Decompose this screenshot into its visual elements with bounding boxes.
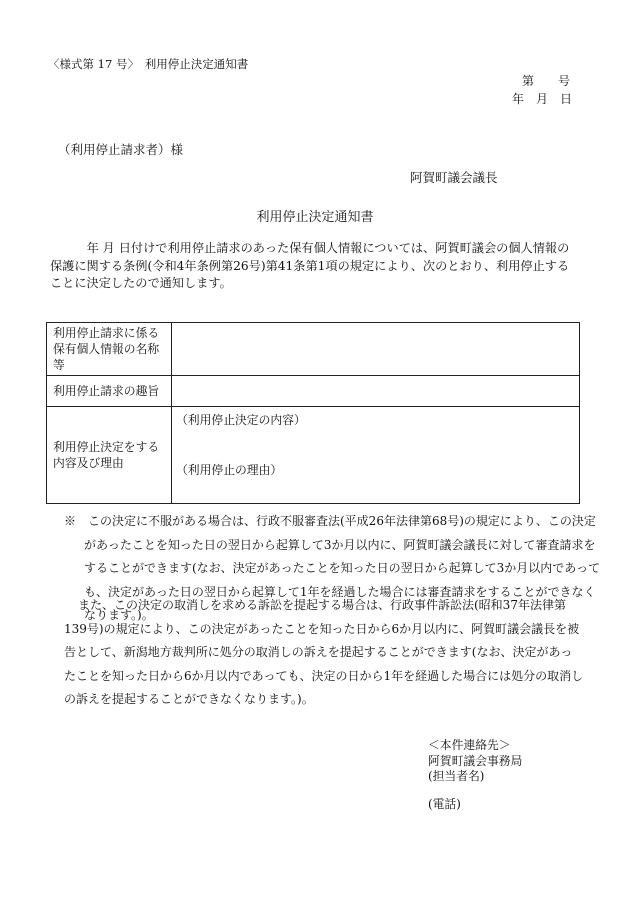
info-table [46, 322, 580, 504]
body-paragraph: 年 月 日付けで利用停止請求のあった保有個人情報については、阿賀町議会の個人情報の保護に関する条例(令和4年条例第26号)第41条第1項の規定により、次のとおり、利用停止することに決定したので通知します。 [50, 241, 570, 290]
decision-content-heading: （利用停止決定の内容） [176, 413, 306, 427]
table-row [47, 376, 580, 407]
document-date: 年 月 日 [512, 92, 573, 106]
contact-person: (担当者名) [428, 769, 485, 783]
row2-label: 利用停止請求の趣旨 [47, 376, 172, 407]
lawsuit-note: また、この決定の取消しを求める訴訟を提起する場合は、行政事件訴訟法(昭和37年法律第139号)の規定により、この決定があったことを知った日から6か月以内に、阿賀町議会議長を被告として、新潟地方裁判所に処分の取消しの訴えを提起することができます(なお、決定があったことを知った日から6か月以内であっても、決定の日から1年を経過した場合には処分の取消しの訴えを提起することができなくなります。)。 [64, 598, 584, 706]
row1-label: 利用停止請求に係る保有個人情報の名称等 [47, 323, 172, 376]
form-number: 〈様式第 17 号〉 利用停止決定通知書 [48, 57, 249, 71]
row2-value [172, 376, 580, 407]
decision-reason-heading: （利用停止の理由） [176, 463, 283, 477]
contact-heading: ＜本件連絡先＞ [428, 738, 511, 752]
contact-phone: (電話) [428, 796, 461, 811]
contact-office: 阿賀町議会事務局 [428, 753, 523, 768]
table-row [47, 407, 580, 504]
appeal-note: ※ この決定に不服がある場合は、行政不服審査法(平成26年法律第68号)の規定により、この決定があったことを知った日の翌日から起算して3か月以内に、阿賀町議会議長に対して審査請求をすることができます(なお、決定があったことを知った日の翌日から起算して3か月以内であっても、決定があった日の翌日から起算して1年を経過した場合には審査請求をすることができなくなります。)。 [64, 514, 601, 622]
contact-block [428, 738, 522, 812]
row3-label: 利用停止決定をする内容及び理由 [47, 407, 172, 504]
row1-value [172, 323, 580, 376]
document-number: 第 号 [522, 74, 571, 88]
addressee: （利用停止請求者）様 [58, 142, 184, 157]
sender: 阿賀町議会議長 [410, 170, 498, 185]
document-title: 利用停止決定通知書 [256, 210, 374, 225]
row3-value [172, 407, 580, 504]
table-row [47, 323, 580, 376]
